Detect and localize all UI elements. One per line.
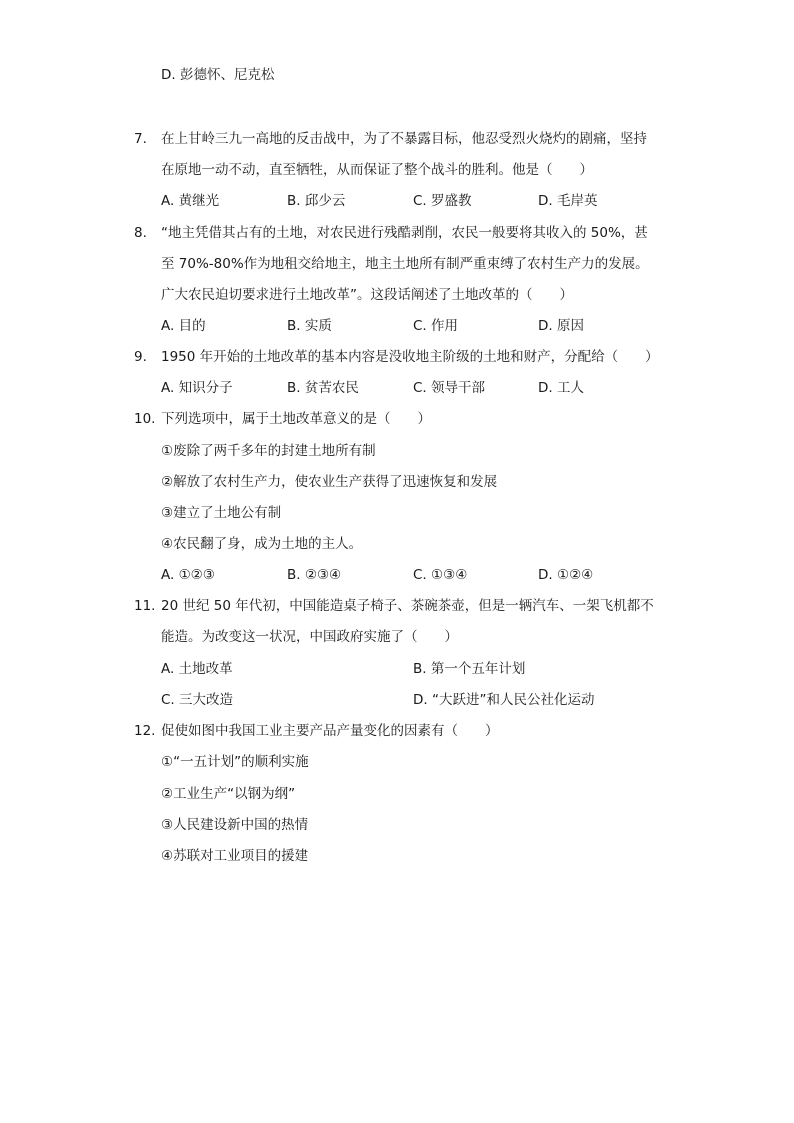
q11-stem-line1: 20 世纪 50 年代初，中国能造桌子椅子、茶碗茶壶，但是一辆汽车、一架飞机都不 <box>161 598 654 614</box>
q8-option-d: D. 原因 <box>538 318 584 334</box>
q10-option-d: D. ①②④ <box>538 567 594 583</box>
q9-stem-line1: 1950 年开始的土地改革的基本内容是没收地主阶级的土地和财产，分配给（ ） <box>161 349 659 365</box>
q10-stem-line1: 下列选项中，属于土地改革意义的是（ ） <box>161 411 431 427</box>
q6-option-d: D. 彭德怀、尼克松 <box>161 67 275 83</box>
q10-option-c: C. ①③④ <box>413 567 468 583</box>
q9-option-b: B. 贫苦农民 <box>287 380 359 396</box>
q10-number: 10. <box>134 411 156 427</box>
q9-option-d: D. 工人 <box>538 380 584 396</box>
q12-item-2: ②工业生产“以钢为纲” <box>161 786 296 802</box>
q7-option-b: B. 邱少云 <box>287 193 346 209</box>
q8-stem-line2: 至 70%-80%作为地租交给地主，地主土地所有制严重束缚了农村生产力的发展。 <box>161 256 649 272</box>
q12-stem-line1: 促使如图中我国工业主要产品产量变化的因素有（ ） <box>161 723 499 739</box>
q12-number: 12. <box>134 723 156 739</box>
q7-number: 7. <box>134 131 147 147</box>
q11-option-b: B. 第一个五年计划 <box>413 661 526 677</box>
q8-option-b: B. 实质 <box>287 318 332 334</box>
q7-option-a: A. 黄继光 <box>161 193 220 209</box>
q11-option-d: D. “大跃进”和人民公社化运动 <box>413 692 595 708</box>
q9-option-c: C. 领导干部 <box>413 380 486 396</box>
q12-item-1: ①“一五计划”的顺利实施 <box>161 754 309 770</box>
q8-option-c: C. 作用 <box>413 318 459 334</box>
q11-option-a: A. 土地改革 <box>161 661 233 677</box>
q8-stem-line3: 广大农民迫切要求进行土地改革”。这段话阐述了土地改革的（ ） <box>161 287 573 303</box>
q10-item-2: ②解放了农村生产力，使农业生产获得了迅速恢复和发展 <box>161 474 498 490</box>
q10-item-1: ①废除了两千多年的封建土地所有制 <box>161 443 376 459</box>
q11-stem-line2: 能造。为改变这一状况，中国政府实施了（ ） <box>161 629 458 645</box>
q12-item-4: ④苏联对工业项目的援建 <box>161 848 309 864</box>
q7-stem-line2: 在原地一动不动，直至牺牲，从而保证了整个战斗的胜利。他是（ ） <box>161 162 593 178</box>
q7-option-c: C. 罗盛教 <box>413 193 472 209</box>
q7-stem-line1: 在上甘岭三九一高地的反击战中，为了不暴露目标，他忍受烈火烧灼的剧痛，坚持 <box>161 131 647 147</box>
q12-item-3: ③人民建设新中国的热情 <box>161 817 309 833</box>
q9-option-a: A. 知识分子 <box>161 380 233 396</box>
q8-option-a: A. 目的 <box>161 318 206 334</box>
q9-number: 9. <box>134 349 147 365</box>
q11-number: 11. <box>134 598 156 614</box>
q10-option-a: A. ①②③ <box>161 567 215 583</box>
q8-stem-line1: “地主凭借其占有的土地，对农民进行残酷剥削，农民一般要将其收入的 50%，甚 <box>161 225 648 241</box>
q10-option-b: B. ②③④ <box>287 567 342 583</box>
q10-item-4: ④农民翻了身，成为土地的主人。 <box>161 536 363 552</box>
q8-number: 8. <box>134 225 147 241</box>
q11-option-c: C. 三大改造 <box>161 692 234 708</box>
q7-option-d: D. 毛岸英 <box>538 193 598 209</box>
q10-item-3: ③建立了土地公有制 <box>161 505 282 521</box>
